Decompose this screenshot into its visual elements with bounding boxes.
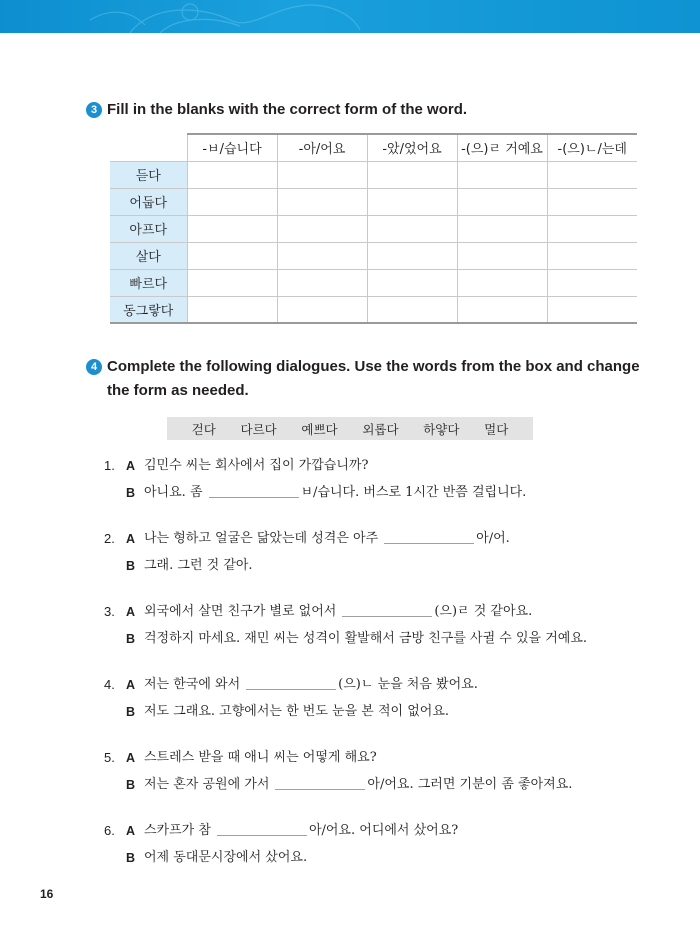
table-header-row bbox=[110, 134, 637, 161]
answer-cell[interactable] bbox=[457, 296, 547, 323]
word-box-item: 다르다 bbox=[240, 421, 277, 437]
answer-cell[interactable] bbox=[277, 215, 367, 242]
dialogue-text bbox=[144, 849, 307, 867]
word-box-item: 하얗다 bbox=[423, 421, 460, 437]
table-row bbox=[110, 296, 637, 323]
section-4-instruction-line2: the form as needed. bbox=[107, 382, 249, 399]
answer-cell[interactable] bbox=[547, 188, 637, 215]
row-header: 동그랗다 bbox=[110, 296, 187, 323]
dialogue-number: 3. bbox=[104, 604, 115, 619]
speaker-b-label: B bbox=[126, 486, 136, 500]
answer-cell[interactable] bbox=[457, 161, 547, 188]
dialogue-text bbox=[144, 603, 532, 621]
dialogue-text bbox=[144, 630, 587, 648]
dialogue-text-before: 저는 한국에 와서 bbox=[144, 677, 241, 692]
row-header: 어둡다 bbox=[110, 188, 187, 215]
answer-cell[interactable] bbox=[457, 242, 547, 269]
dialogue-text-before: 저도 그래요. 고향에서는 한 번도 눈을 본 적이 없어요. bbox=[144, 704, 450, 719]
dialogue-text-before: 아니요. 좀 bbox=[144, 485, 203, 500]
dialogue-text-after: 아/어요. 그러면 기분이 좀 좋아져요. bbox=[367, 777, 573, 792]
dialogue-text bbox=[144, 557, 253, 575]
dialogue-text bbox=[144, 530, 510, 548]
answer-cell[interactable] bbox=[367, 269, 457, 296]
fill-in-blank[interactable] bbox=[275, 776, 365, 790]
dialogue-number: 6. bbox=[104, 823, 115, 838]
column-header: -(으)ㄴ/는데 bbox=[547, 134, 637, 161]
speaker-b-label: B bbox=[126, 851, 136, 865]
column-header: -ㅂ/습니다 bbox=[187, 134, 277, 161]
speaker-b-label: B bbox=[126, 778, 136, 792]
answer-cell[interactable] bbox=[187, 161, 277, 188]
speaker-b-label: B bbox=[126, 632, 136, 646]
dialogue-text-before: 김민수 씨는 회사에서 집이 가깝습니까? bbox=[144, 458, 369, 473]
section-4-number-badge: 4 bbox=[86, 359, 102, 375]
section-4-instruction-line1: Complete the following dialogues. Use the words from the box and change bbox=[107, 358, 640, 375]
answer-cell[interactable] bbox=[367, 242, 457, 269]
table-corner-cell bbox=[110, 134, 187, 161]
dialogue-text bbox=[144, 749, 377, 767]
column-header: -았/었어요 bbox=[367, 134, 457, 161]
word-box-item: 걷다 bbox=[191, 421, 216, 437]
word-box-item: 예쁘다 bbox=[301, 421, 338, 437]
dialogue-text bbox=[144, 703, 449, 721]
answer-cell[interactable] bbox=[277, 161, 367, 188]
answer-cell[interactable] bbox=[187, 188, 277, 215]
answer-cell[interactable] bbox=[547, 296, 637, 323]
answer-cell[interactable] bbox=[547, 215, 637, 242]
speaker-b-label: B bbox=[126, 705, 136, 719]
answer-cell[interactable] bbox=[277, 188, 367, 215]
dialogue-text bbox=[144, 676, 478, 694]
answer-cell[interactable] bbox=[547, 242, 637, 269]
fill-in-blank[interactable] bbox=[209, 484, 299, 498]
word-box-item: 외롭다 bbox=[362, 421, 399, 437]
row-header: 살다 bbox=[110, 242, 187, 269]
answer-cell[interactable] bbox=[277, 269, 367, 296]
header-band bbox=[0, 0, 700, 33]
answer-cell[interactable] bbox=[367, 215, 457, 242]
answer-cell[interactable] bbox=[187, 296, 277, 323]
answer-cell[interactable] bbox=[367, 296, 457, 323]
answer-cell[interactable] bbox=[547, 161, 637, 188]
dialogue-text-before: 스카프가 참 bbox=[144, 823, 211, 838]
fill-in-blank[interactable] bbox=[246, 676, 336, 690]
table-row bbox=[110, 188, 637, 215]
column-header: -(으)ㄹ 거예요 bbox=[457, 134, 547, 161]
answer-cell[interactable] bbox=[457, 215, 547, 242]
answer-cell[interactable] bbox=[547, 269, 637, 296]
row-header: 듣다 bbox=[110, 161, 187, 188]
fill-in-blank[interactable] bbox=[342, 603, 432, 617]
answer-cell[interactable] bbox=[457, 269, 547, 296]
dialogue-text-before: 걱정하지 마세요. 재민 씨는 성격이 활발해서 금방 친구를 사귈 수 있을 거예요. bbox=[144, 631, 588, 646]
table-row bbox=[110, 161, 637, 188]
answer-cell[interactable] bbox=[457, 188, 547, 215]
conjugation-table bbox=[110, 133, 637, 324]
dialogue-text bbox=[144, 822, 458, 840]
answer-cell[interactable] bbox=[187, 215, 277, 242]
dialogue-text-after: ㅂ/습니다. 버스로 1시간 반쯤 걸립니다. bbox=[300, 485, 527, 500]
answer-cell[interactable] bbox=[277, 242, 367, 269]
dialogue-text-after: 아/어요. 어디에서 샀어요? bbox=[308, 823, 459, 838]
dialogue-text bbox=[144, 484, 526, 502]
fill-in-blank[interactable] bbox=[384, 530, 474, 544]
dialogue-text-before: 그래. 그런 것 같아. bbox=[144, 558, 253, 573]
word-box-item: 멀다 bbox=[484, 421, 509, 437]
dialogue-text-before: 나는 형하고 얼굴은 닮았는데 성격은 아주 bbox=[144, 531, 379, 546]
dialogue-number: 5. bbox=[104, 750, 115, 765]
dialogue-text-before: 외국에서 살면 친구가 별로 없어서 bbox=[144, 604, 337, 619]
speaker-b-label: B bbox=[126, 559, 136, 573]
speaker-a-label: A bbox=[126, 751, 136, 765]
speaker-a-label: A bbox=[126, 459, 136, 473]
dialogue-number: 1. bbox=[104, 458, 115, 473]
section-3-number-badge: 3 bbox=[86, 102, 102, 118]
speaker-a-label: A bbox=[126, 678, 136, 692]
row-header: 아프다 bbox=[110, 215, 187, 242]
dialogue-text-before: 어제 동대문시장에서 샀어요. bbox=[144, 850, 308, 865]
fill-in-blank[interactable] bbox=[217, 822, 307, 836]
word-box bbox=[167, 417, 533, 440]
dialogue-text-after: (으)ㄴ 눈을 처음 봤어요. bbox=[338, 677, 478, 692]
table-row bbox=[110, 242, 637, 269]
column-header: -아/어요 bbox=[277, 134, 367, 161]
table-row bbox=[110, 215, 637, 242]
dialogue-text-after: (으)ㄹ 것 같아요. bbox=[434, 604, 533, 619]
speaker-a-label: A bbox=[126, 824, 136, 838]
answer-cell[interactable] bbox=[187, 242, 277, 269]
dialogue-text-before: 스트레스 받을 때 애니 씨는 어떻게 해요? bbox=[144, 750, 377, 765]
page-number: 16 bbox=[40, 887, 54, 901]
section-3-instruction: Fill in the blanks with the correct form of the word. bbox=[107, 101, 468, 118]
answer-cell[interactable] bbox=[367, 188, 457, 215]
table-row bbox=[110, 269, 637, 296]
dialogue-number: 4. bbox=[104, 677, 115, 692]
speaker-a-label: A bbox=[126, 532, 136, 546]
dialogue-text bbox=[144, 457, 368, 475]
answer-cell[interactable] bbox=[367, 161, 457, 188]
answer-cell[interactable] bbox=[277, 296, 367, 323]
answer-cell[interactable] bbox=[187, 269, 277, 296]
row-header: 빠르다 bbox=[110, 269, 187, 296]
dialogue-number: 2. bbox=[104, 531, 115, 546]
dialogue-text bbox=[144, 776, 572, 794]
dialogue-text-before: 저는 혼자 공원에 가서 bbox=[144, 777, 270, 792]
floral-pattern-decoration bbox=[0, 0, 700, 33]
speaker-a-label: A bbox=[126, 605, 136, 619]
dialogue-text-after: 아/어. bbox=[476, 531, 510, 546]
